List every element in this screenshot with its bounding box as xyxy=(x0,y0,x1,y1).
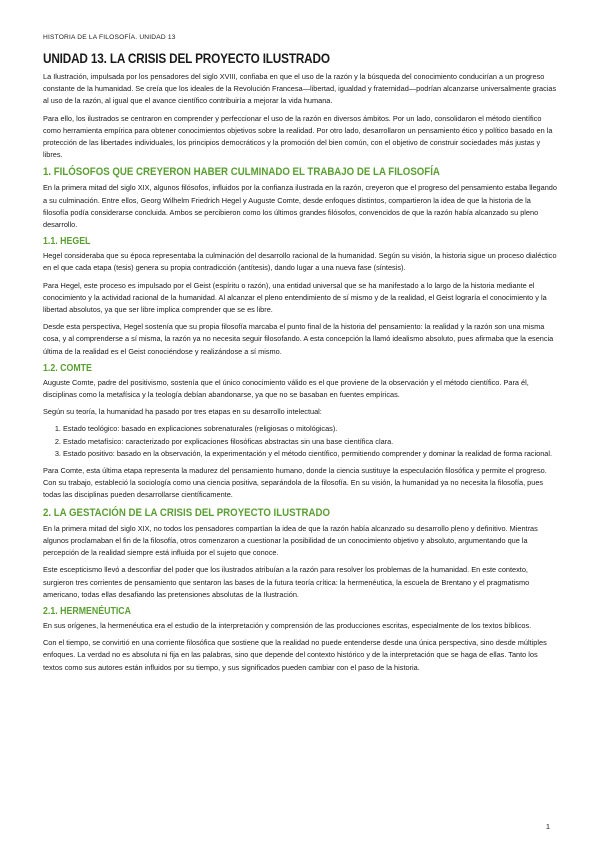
section-1-heading: 1. FILÓSOFOS QUE CREYERON HABER CULMINADO EL TRABAJO DE LA FILOSOFÍA xyxy=(43,166,440,179)
section-2-paragraph-1: En la primera mitad del siglo XIX, no todos los pensadores compartían la idea de que la razón había alcanzado su desarrollo pleno y definitivo. Mientras algunos proclamaban el fin de la filosofía, otros comenzaron a cuestionar la posibilidad de un conocimiento objetivo y absoluto, argumentando que la percepción de la realidad siempre está influida por el sujeto que conoce. xyxy=(43,523,538,558)
section-2-heading: 2. LA GESTACIÓN DE LA CRISIS DEL PROYECTO ILUSTRADO xyxy=(43,506,331,519)
hermeneutica-paragraph-2: Con el tiempo, se convirtió en una corriente filosófica que sostiene que la realidad no puede entenderse desde una única perspectiva, sino desde múltiples enfoques. La verdad no es absoluta ni fija en las palabras, sino que depende del contexto histórico y de la interpretación que se haga de ellas. Tanto los textos como sus autores están influidos por su tiempo, y sus significados pueden cambiar con el paso de la historia. xyxy=(43,638,547,672)
section-2-paragraph-2: Este escepticismo llevó a desconfiar del poder que los ilustrados atribuían a la razón para resolver los problemas de la humanidad. En este contexto, surgieron tres corrientes de pensamiento que sentaron las bases de la futura teoría crítica: la hermenéutica, la escuela de Brentano y el pragmatismo americano, todas ellas desafiando las pretensiones absolutas de la Ilustración. xyxy=(43,565,530,599)
page-number: 1 xyxy=(545,822,550,831)
comte-heading: 1.2. COMTE xyxy=(43,362,92,374)
intro-paragraph-1: La Ilustración, impulsada por los pensadores del siglo XVIII, confiaba en que el uso de la razón y la búsqueda del conocimiento conducirían a un progreso constante de la humanidad. Se creía que los ideales de la Revolución Francesa—libertad, igualdad y fraternidad—podrían alcanzarse universalmente gracias al uso de la razón, al igual que el avance científico contribuiría a mejorar la vida humana. xyxy=(43,72,557,106)
list-item: 3. Estado positivo: basado en la observación, la experimentación y el método científico, permitiendo comprender y dominar la realidad de forma racional. xyxy=(63,448,557,460)
comte-paragraph-3: Para Comte, esta última etapa representa la madurez del pensamiento humano, donde la ciencia sustituye la especulación filosófica y permite el progreso. Con su trabajo, estableció la sociología como una ciencia positiva, separándola de la filosofía. En su visión, la humanidad ya no necesita la filosofía, pues todas las disciplinas pueden desarrollarse científicamente. xyxy=(43,466,547,500)
hermeneutica-heading: 2.1. HERMENÉUTICA xyxy=(43,605,132,617)
list-item: 1. Estado teológico: basado en explicaciones sobrenaturales (religiosas o mitológicas). xyxy=(63,423,557,435)
hegel-heading: 1.1. HEGEL xyxy=(43,236,91,248)
hermeneutica-paragraph-1: En sus orígenes, la hermenéutica era el estudio de la interpretación y comprensión de las producciones escritas, especialmente de los textos bíblicos. xyxy=(43,620,532,630)
hegel-paragraph-2: Para Hegel, este proceso es impulsado por el Geist (espíritu o razón), una entidad universal que se ha manifestado a lo largo de la historia mediante el conocimiento y la actividad racional de la humanidad. Al alcanzar el pleno entendimiento de sí mismo y de la realidad, el Geist lograría el conocimiento y la libertad absolutos, ya que ser libre implica comprender que se es libre. xyxy=(43,280,547,315)
comte-stages-list xyxy=(43,423,557,460)
intro-paragraph-2: Para ello, los ilustrados se centraron en comprender y perfeccionar el uso de la razón en diversos ámbitos. Por un lado, consolidaron el método científico como herramienta empírica para obtener conocimientos objetivos sobre la realidad. Por otro lado, desarrollaron un pensamiento ético y político basado en la protección de las libertades individuales, los principios democráticos y la promoción del bien común, con el objetivo de construir sociedades más justas y libres. xyxy=(43,113,553,160)
section-1-intro: En la primera mitad del siglo XIX, algunos filósofos, influidos por la confianza ilustrada en la razón, creyeron que el progreso del pensamiento estaba llegando a su culminación. Entre ellos, Georg Wilhelm Friedrich Hegel y Auguste Comte, desde enfoques distintos, compartieron la idea de que la historia de la filosofía podía considerarse concluida. Ambos se percibieron como los últimos grandes filósofos, convencidos de que la razón había alcanzado su pleno desarrollo. xyxy=(43,183,557,230)
running-header: HISTORIA DE LA FILOSOFÍA. UNIDAD 13 xyxy=(43,34,176,41)
hegel-paragraph-1: Hegel consideraba que su época representaba la culminación del desarrollo racional de la humanidad. Según su visión, la historia sigue un proceso dialéctico en el que cada etapa (tesis) genera su propia contradicción (antítesis), dando lugar a una nueva fase (síntesis). xyxy=(43,251,557,273)
comte-paragraph-1: Auguste Comte, padre del positivismo, sostenía que el único conocimiento válido es el que proviene de la observación y el método científico. Para él, disciplinas como la metafísica y la teología debían abandonarse, ya que no se basaban en fuentes empíricas. xyxy=(43,377,529,400)
list-item: 2. Estado metafísico: caracterizado por explicaciones filosóficas abstractas sin una base científica clara. xyxy=(63,436,557,448)
page-title: UNIDAD 13. LA CRISIS DEL PROYECTO ILUSTRADO xyxy=(43,51,330,66)
comte-paragraph-2: Según su teoría, la humanidad ha pasado por tres etapas en su desarrollo intelectual: xyxy=(43,407,322,417)
hegel-paragraph-3: Desde esta perspectiva, Hegel sostenía que su propia filosofía marcaba el punto final de la historia del pensamiento: la realidad y la razón son una misma cosa, y al comprenderse a sí misma, la razón ya no necesita seguir filosofando. A esta concepción la llamó idealismo absoluto, pues afirmaba que la esencia última de la realidad es el Geist conociéndose y realizándose a sí mismo. xyxy=(43,322,554,356)
